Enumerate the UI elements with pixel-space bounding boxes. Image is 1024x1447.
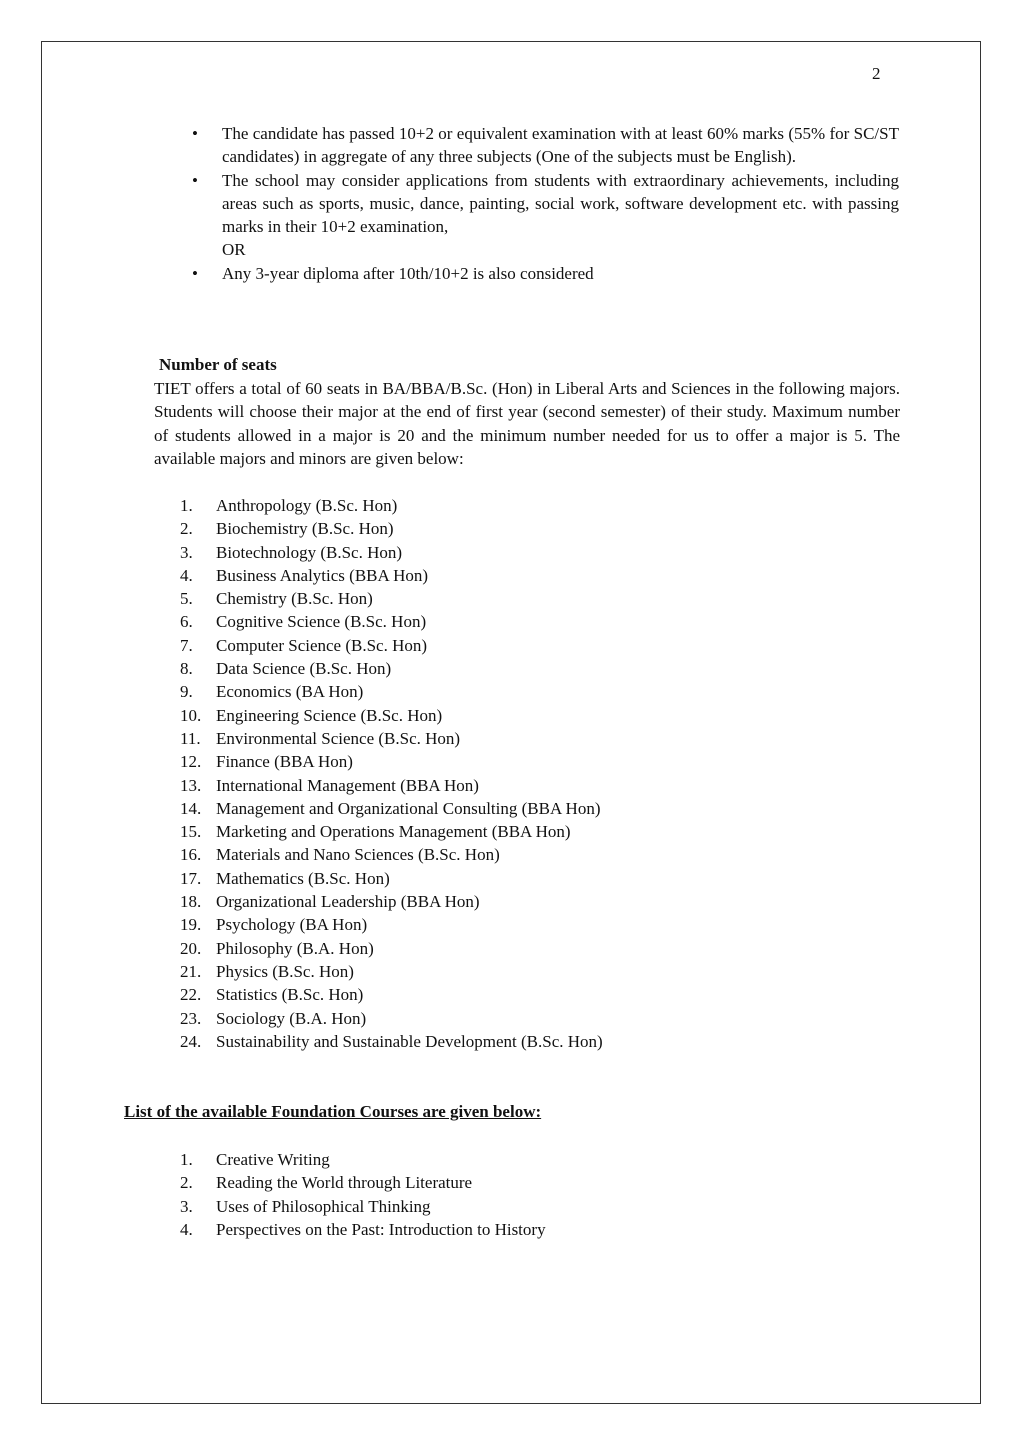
major-item bbox=[180, 890, 603, 913]
major-item-text: Psychology (BA Hon) bbox=[216, 915, 368, 935]
major-item-number: 9. bbox=[180, 682, 193, 702]
major-item-number: 15. bbox=[180, 822, 202, 842]
foundation-course-item-text: Creative Writing bbox=[216, 1150, 330, 1169]
major-item bbox=[180, 1030, 603, 1053]
foundation-heading: List of the available Foundation Courses are given below: bbox=[124, 1102, 542, 1121]
major-item bbox=[180, 1007, 603, 1030]
foundation-course-item-text: Perspectives on the Past: Introduction to History bbox=[216, 1219, 546, 1239]
major-item-text: Engineering Science (B.Sc. Hon) bbox=[216, 705, 443, 725]
major-item-text: Cognitive Science (B.Sc. Hon) bbox=[216, 612, 427, 632]
major-item-number: 22. bbox=[180, 985, 202, 1005]
bullet-icon: • bbox=[192, 170, 198, 190]
foundation-course-item bbox=[180, 1218, 546, 1241]
page-number: 2 bbox=[872, 64, 881, 83]
major-item bbox=[180, 820, 603, 843]
major-item-text: Business Analytics (BBA Hon) bbox=[216, 565, 429, 585]
or-label: OR bbox=[222, 240, 246, 260]
major-item-text: Biochemistry (B.Sc. Hon) bbox=[216, 519, 394, 539]
major-item-number: 4. bbox=[180, 565, 193, 585]
major-item-text: Philosophy (B.A. Hon) bbox=[216, 938, 374, 958]
major-item bbox=[180, 564, 603, 587]
major-item bbox=[180, 937, 603, 960]
majors-list bbox=[180, 494, 603, 1053]
major-item bbox=[180, 913, 603, 936]
major-item-number: 13. bbox=[180, 775, 202, 795]
major-item-text: Sociology (B.A. Hon) bbox=[216, 1008, 367, 1028]
eligibility-text: Any 3-year diploma after 10th/10+2 is also considered bbox=[222, 263, 594, 283]
major-item-text: Marketing and Operations Management (BBA Hon) bbox=[216, 822, 571, 842]
major-item-text: International Management (BBA Hon) bbox=[216, 775, 479, 795]
major-item-text: Materials and Nano Sciences (B.Sc. Hon) bbox=[216, 845, 500, 865]
foundation-course-item-number: 4. bbox=[180, 1219, 193, 1239]
major-item-text: Management and Organizational Consulting (BBA Hon) bbox=[216, 798, 601, 818]
major-item bbox=[180, 750, 603, 773]
major-item bbox=[180, 587, 603, 610]
major-item bbox=[180, 610, 603, 633]
major-item-number: 20. bbox=[180, 938, 202, 958]
major-item-number: 3. bbox=[180, 542, 193, 562]
major-item bbox=[180, 517, 603, 540]
major-item-text: Mathematics (B.Sc. Hon) bbox=[216, 868, 390, 888]
seats-heading: Number of seats bbox=[159, 355, 277, 374]
major-item bbox=[180, 797, 603, 820]
major-item-text: Physics (B.Sc. Hon) bbox=[216, 961, 354, 981]
major-item-number: 1. bbox=[180, 496, 193, 515]
major-item bbox=[180, 774, 603, 797]
eligibility-item bbox=[190, 122, 899, 169]
major-item-text: Data Science (B.Sc. Hon) bbox=[216, 659, 392, 679]
major-item-text: Sustainability and Sustainable Development (B.Sc. Hon) bbox=[216, 1031, 603, 1051]
foundation-course-item-number: 2. bbox=[180, 1173, 193, 1193]
major-item-number: 18. bbox=[180, 892, 202, 912]
major-item bbox=[180, 727, 603, 750]
major-item-number: 12. bbox=[180, 752, 202, 772]
major-item-text: Finance (BBA Hon) bbox=[216, 752, 353, 772]
major-item-number: 23. bbox=[180, 1008, 202, 1028]
major-item-number: 17. bbox=[180, 868, 202, 888]
major-item-number: 8. bbox=[180, 659, 193, 679]
eligibility-text: The school may consider applications from students with extraordinary achievements, including areas such as sports, music, dance, painting, social work, software development etc. with passing marks in their 10+2 examination, bbox=[222, 170, 899, 237]
foundation-course-item bbox=[180, 1195, 546, 1218]
major-item-text: Economics (BA Hon) bbox=[216, 682, 364, 702]
major-item bbox=[180, 843, 603, 866]
major-item-number: 2. bbox=[180, 519, 193, 539]
major-item-number: 24. bbox=[180, 1031, 202, 1051]
major-item-text: Biotechnology (B.Sc. Hon) bbox=[216, 542, 403, 562]
eligibility-text: The candidate has passed 10+2 or equivalent examination with at least 60% marks (55% for SC/ST candidates) in aggregate of any three subjects (One of the subjects must be English). bbox=[222, 124, 899, 167]
major-item bbox=[180, 704, 603, 727]
major-item-text: Statistics (B.Sc. Hon) bbox=[216, 985, 364, 1005]
major-item-number: 10. bbox=[180, 705, 202, 725]
eligibility-item bbox=[190, 169, 899, 262]
major-item-number: 21. bbox=[180, 961, 202, 981]
bullet-icon: • bbox=[192, 124, 198, 143]
major-item-text: Chemistry (B.Sc. Hon) bbox=[216, 589, 373, 609]
eligibility-item bbox=[190, 262, 899, 285]
major-item bbox=[180, 680, 603, 703]
eligibility-list bbox=[190, 122, 899, 285]
major-item bbox=[180, 657, 603, 680]
major-item bbox=[180, 867, 603, 890]
major-item-number: 7. bbox=[180, 635, 193, 655]
major-item-text: Organizational Leadership (BBA Hon) bbox=[216, 892, 480, 912]
major-item-text: Environmental Science (B.Sc. Hon) bbox=[216, 728, 461, 748]
major-item-text: Computer Science (B.Sc. Hon) bbox=[216, 635, 428, 655]
bullet-icon: • bbox=[192, 263, 198, 283]
major-item-number: 11. bbox=[180, 728, 201, 748]
foundation-course-item-number: 3. bbox=[180, 1196, 193, 1216]
major-item-number: 5. bbox=[180, 589, 193, 609]
major-item-number: 19. bbox=[180, 915, 202, 935]
foundation-course-item bbox=[180, 1148, 546, 1171]
major-item-text: Anthropology (B.Sc. Hon) bbox=[216, 496, 398, 515]
foundation-course-item-number: 1. bbox=[180, 1150, 193, 1169]
major-item-number: 6. bbox=[180, 612, 193, 632]
foundation-course-item-text: Uses of Philosophical Thinking bbox=[216, 1196, 431, 1216]
major-item bbox=[180, 634, 603, 657]
major-item-number: 16. bbox=[180, 845, 202, 865]
foundation-course-item bbox=[180, 1171, 546, 1194]
major-item bbox=[180, 541, 603, 564]
major-item bbox=[180, 494, 603, 517]
major-item bbox=[180, 960, 603, 983]
major-item-number: 14. bbox=[180, 798, 202, 818]
seats-paragraph: TIET offers a total of 60 seats in BA/BBA/B.Sc. (Hon) in Liberal Arts and Sciences in the following majors. Students will choose their major at the end of first year (second semester) of their study. Maximum number of students allowed in a major is 20 and the minimum number needed for us to offer a major is 5. The available majors and minors are given below: bbox=[154, 379, 900, 468]
foundation-courses-list bbox=[180, 1148, 546, 1241]
major-item bbox=[180, 983, 603, 1006]
foundation-course-item-text: Reading the World through Literature bbox=[216, 1173, 473, 1193]
